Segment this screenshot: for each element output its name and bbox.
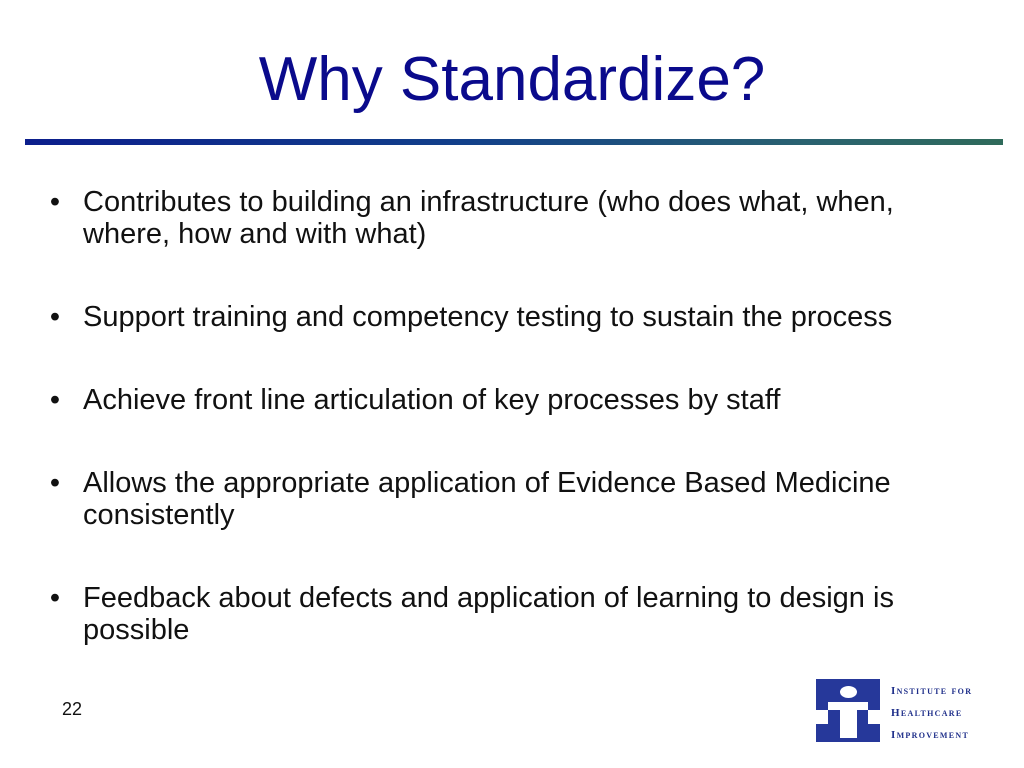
logo-line: Improvement (891, 729, 970, 741)
logo-line: Healthcare (891, 707, 963, 719)
logo-line: Institute for (891, 685, 973, 697)
bullet-glyph: • (49, 384, 61, 416)
list-item (45, 467, 945, 531)
bullet-text: Feedback about defects and application of learning to design is possible (83, 582, 894, 646)
list-item (45, 301, 945, 333)
bullet-text: Support training and competency testing to sustain the process (83, 301, 893, 333)
logo-wordmark (891, 680, 1003, 746)
page-title: Why Standardize? (258, 45, 766, 114)
list-item (45, 384, 945, 416)
bullet-text: Contributes to building an infrastructure (who does what, when, where, how and with what) (83, 186, 894, 250)
bullet-list (45, 186, 945, 646)
bullet-glyph: • (49, 467, 61, 499)
list-item (45, 582, 945, 646)
bullet-glyph: • (49, 186, 61, 218)
bullet-text: Achieve front line articulation of key processes by staff (83, 384, 781, 416)
title-divider (25, 139, 1003, 145)
ihi-i-logo-icon (816, 679, 880, 742)
ihi-logo (816, 679, 1001, 745)
bullet-glyph: • (49, 582, 61, 614)
slide-number: 22 (62, 699, 83, 719)
bullet-glyph: • (49, 301, 61, 333)
bullet-text: Allows the appropriate application of Evidence Based Medicine consistently (83, 467, 891, 531)
list-item (45, 186, 945, 250)
